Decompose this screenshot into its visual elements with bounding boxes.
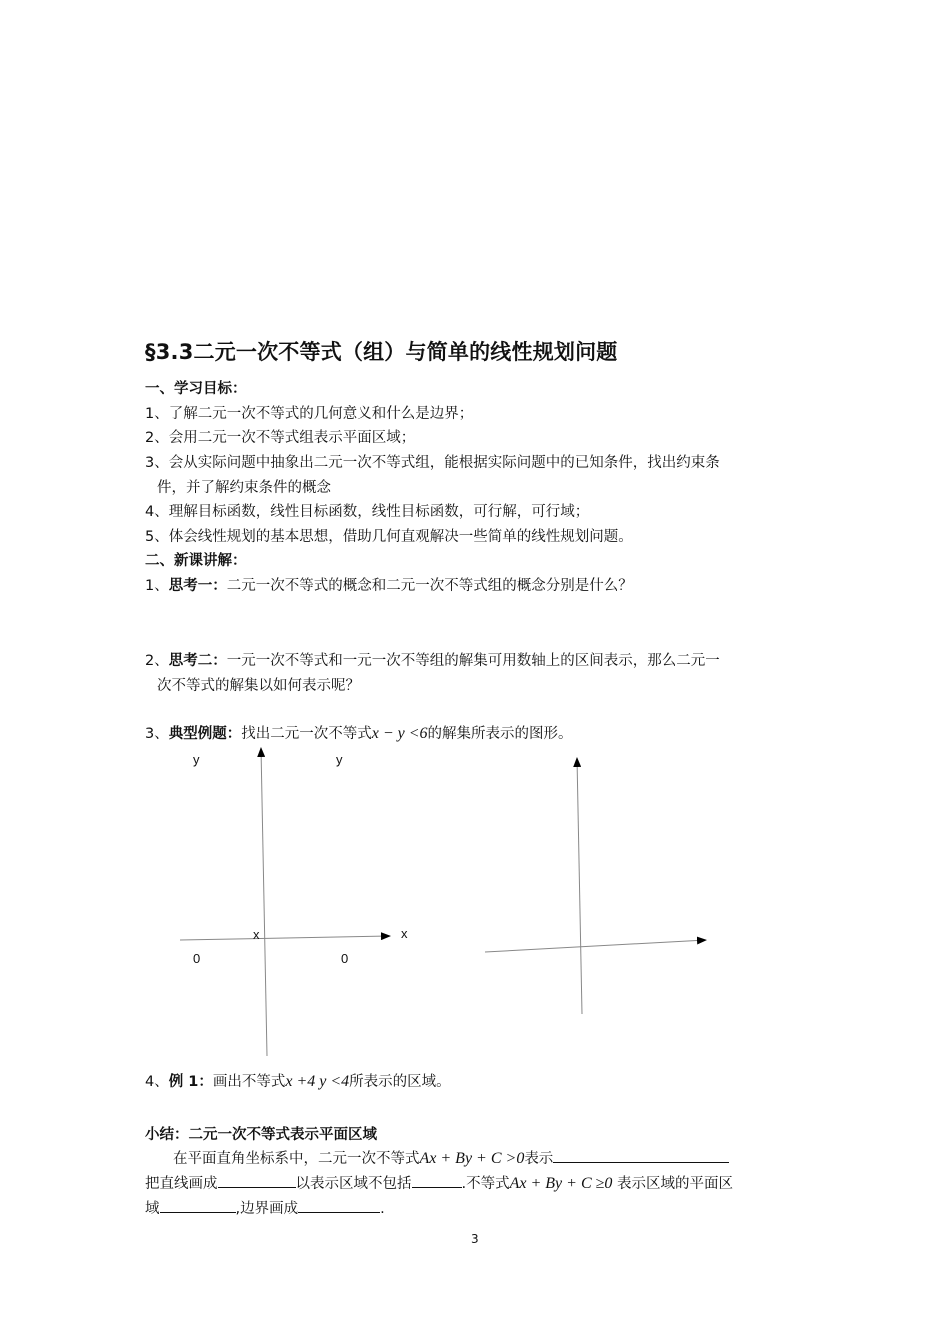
q3-pre: 找出二元一次不等式 — [241, 726, 372, 742]
summary-l2-b: 以表示区域不包括 — [295, 1176, 412, 1192]
q4-num: 4、 — [145, 1074, 169, 1090]
q2-num: 2、 — [145, 653, 169, 669]
goal-item-4: 4、理解目标函数，线性目标函数，线性目标函数，可行解，可行域； — [145, 504, 590, 520]
fill-blank-1[interactable] — [553, 1148, 729, 1163]
q4-label: 例 1： — [168, 1074, 213, 1090]
summary-l2-c: .不等式 — [461, 1176, 510, 1192]
q1-text: 二元一次不等式的概念和二元一次不等式组的概念分别是什么？ — [226, 578, 633, 594]
graph-label-x1: x — [253, 927, 260, 942]
summary-line-2 — [145, 1173, 733, 1194]
summary-line-1 — [173, 1148, 729, 1169]
summary-l2-d: 表示区域的平面区 — [612, 1176, 734, 1192]
q2-text: 一元一次不等式和一元一次不等组的解集可用数轴上的区间表示，那么二元一 — [226, 653, 720, 669]
page-title: §3.3二元一次不等式（组）与简单的线性规划问题 — [145, 340, 618, 364]
summary-l2-inequality: Ax + By + C ≥0 — [509, 1175, 613, 1192]
goal-item-2: 2、会用二元一次不等式组表示平面区域； — [145, 430, 416, 446]
q4-post: 所表示的区域。 — [349, 1074, 451, 1090]
graph2-x-axis — [485, 940, 706, 952]
fill-blank-5[interactable] — [298, 1198, 380, 1213]
fill-blank-4[interactable] — [160, 1198, 236, 1213]
graph-label-x2: x — [401, 926, 408, 941]
q2-label: 思考二： — [168, 653, 227, 669]
graph-label-origin1: 0 — [193, 951, 201, 966]
q1-num: 1、 — [145, 578, 169, 594]
summary-line-3 — [145, 1198, 385, 1219]
fill-blank-3[interactable] — [412, 1173, 462, 1188]
goal-item-5: 5、体会线性规划的基本思想，借助几何直观解决一些简单的线性规划问题。 — [145, 529, 633, 545]
page-number: 3 — [471, 1232, 479, 1246]
q3-inequality: x − y <6 — [371, 725, 428, 742]
summary-l3-a: 域 — [145, 1201, 160, 1217]
summary-l3-b: ,边界画成 — [235, 1201, 299, 1217]
graph-label-y1: y — [193, 752, 200, 767]
q3-post: 的解集所表示的图形。 — [427, 726, 573, 742]
summary-l1-inequality: Ax + By + C >0 — [419, 1150, 525, 1167]
section-heading-lesson: 二、新课讲解： — [145, 553, 247, 569]
q1-label: 思考一： — [168, 578, 227, 594]
goal-item-3: 3、会从实际问题中抽象出二元一次不等式组，能根据实际问题中的已知条件，找出约束条 — [145, 455, 720, 471]
summary-l1-pre: 在平面直角坐标系中，二元一次不等式 — [173, 1151, 420, 1167]
summary-l2-a: 把直线画成 — [145, 1176, 218, 1192]
summary-l3-c: . — [380, 1201, 385, 1217]
goal-item-3-cont: 件，并了解约束条件的概念 — [157, 480, 331, 496]
fill-blank-2[interactable] — [218, 1173, 296, 1188]
question-4 — [145, 1072, 451, 1092]
q3-label: 典型例题： — [168, 726, 242, 742]
graph1-x-axis — [180, 936, 390, 940]
graph-label-y2: y — [336, 752, 343, 767]
summary-heading: 小结：二元一次不等式表示平面区域 — [145, 1127, 377, 1143]
graph1-y-axis — [261, 748, 267, 1056]
summary-l1-post: 表示 — [524, 1151, 554, 1167]
question-2-cont: 次不等式的解集以如何表示呢？ — [157, 678, 360, 694]
q3-num: 3、 — [145, 726, 169, 742]
q4-pre: 画出不等式 — [212, 1074, 286, 1090]
graph-label-origin2: 0 — [341, 951, 349, 966]
goal-item-1: 1、了解二元一次不等式的几何意义和什么是边界； — [145, 406, 474, 422]
section-heading-goals: 一、学习目标： — [145, 381, 247, 397]
graph2-y-axis — [577, 758, 582, 1014]
q4-inequality: x +4 y <4 — [285, 1073, 350, 1090]
